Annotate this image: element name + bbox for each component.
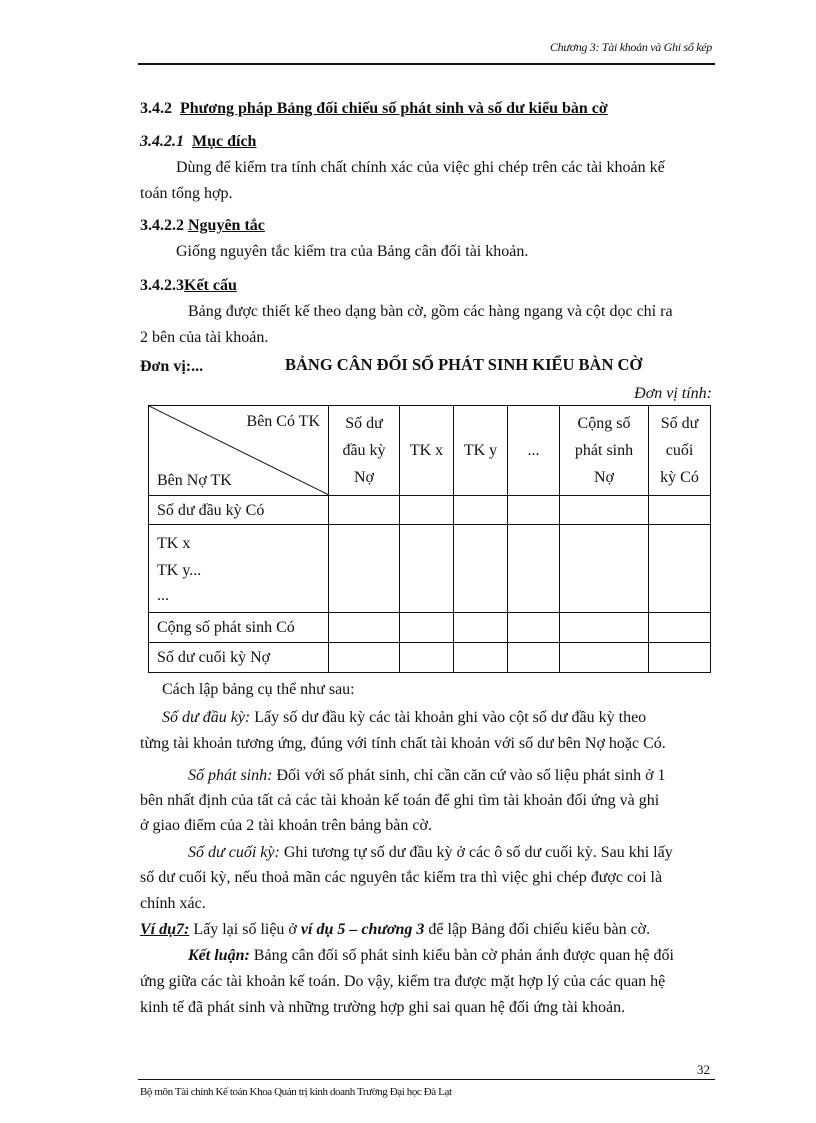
header-rule bbox=[138, 63, 715, 65]
conclusion-2: ứng giữa các tài khoản kế toán. Do vậy, kiểm tra được mặt hợp lý của các quan hệ bbox=[140, 973, 666, 990]
header-tk-y: TK y bbox=[454, 406, 508, 496]
structure-number: 3.4.2.3 bbox=[140, 277, 184, 294]
para-closing-3: chính xác. bbox=[140, 895, 206, 912]
row-closing-debit: Số dư cuối kỳ Nợ bbox=[149, 643, 329, 673]
para-closing-1: Số dư cuối kỳ: Ghi tương tự số dư đầu kỳ ở các ô số dư cuối kỳ. Sau khi lấy bbox=[188, 844, 673, 861]
purpose-title: Mục đích bbox=[192, 133, 257, 150]
footer-rule bbox=[138, 1079, 715, 1080]
intro-text: Cách lập bảng cụ thể như sau: bbox=[162, 681, 355, 698]
table-title: BẢNG CÂN ĐỐI SỐ PHÁT SINH KIỂU BÀN CỜ bbox=[285, 355, 643, 374]
header-total-debit: Cộng số phát sinh Nợ bbox=[560, 406, 649, 496]
purpose-text-1: Dùng để kiểm tra tính chất chính xác của việc ghi chép trên các tài khoản kế bbox=[176, 159, 665, 176]
principle-heading bbox=[140, 216, 265, 236]
purpose-text-2: toán tổng hợp. bbox=[140, 185, 233, 202]
para-arising-2: bên nhất định của tất cả các tài khoản kế toán để ghi tìm tài khoản đối ứng và ghi bbox=[140, 792, 660, 809]
section-title: Phương pháp Bảng đối chiếu số phát sinh và số dư kiểu bàn cờ bbox=[180, 100, 608, 117]
page-number: 32 bbox=[697, 1062, 710, 1077]
structure-text-1: Bảng được thiết kế theo dạng bàn cờ, gồm các hàng ngang và cột dọc chỉ ra bbox=[188, 303, 673, 320]
purpose-number: 3.4.2.1 bbox=[140, 133, 184, 150]
table-row bbox=[149, 613, 711, 643]
structure-text-2: 2 bên của tài khoản. bbox=[140, 329, 269, 346]
running-header: Chương 3: Tài khoản và Ghi sổ kép bbox=[549, 40, 712, 54]
diagonal-header-cell bbox=[149, 406, 329, 496]
para-arising-3: ở giao điểm của 2 tài khoản trên bảng bàn cờ. bbox=[140, 817, 432, 834]
header-tk-x: TK x bbox=[400, 406, 454, 496]
principle-text: Giống nguyên tắc kiểm tra của Bảng cân đối tài khoản. bbox=[176, 243, 529, 260]
structure-title: Kết cấu bbox=[184, 277, 237, 294]
diag-bottom-label: Bên Nợ TK bbox=[157, 472, 232, 489]
para-opening-1: Số dư đầu kỳ: Lấy số dư đầu kỳ các tài khoản ghi vào cột số dư đầu kỳ theo bbox=[162, 709, 647, 726]
conclusion-3: kinh tế đã phát sinh và những trường hợp ghi sai quan hệ đối ứng tài khoản. bbox=[140, 999, 626, 1016]
header-opening-debit: Số dư đầu kỳ Nợ bbox=[329, 406, 400, 496]
para-arising-1: Số phát sinh: Đối với số phát sinh, chỉ cần căn cứ vào số liệu phát sinh ở 1 bbox=[188, 767, 666, 784]
footer-text: Bộ môn Tài chính Kế toán Khoa Quản trị kinh doanh Trường Đại học Đà Lạt bbox=[140, 1086, 452, 1098]
table-row bbox=[149, 525, 711, 613]
diag-top-label: Bên Có TK bbox=[246, 413, 320, 430]
table-row bbox=[149, 643, 711, 673]
row-opening-credit: Số dư đầu kỳ Có bbox=[149, 496, 329, 525]
principle-title: Nguyên tắc bbox=[188, 217, 265, 234]
section-number: 3.4.2 bbox=[140, 100, 172, 117]
table-header-row bbox=[149, 406, 711, 496]
structure-heading bbox=[140, 276, 237, 296]
conclusion-1: Kết luận: Bảng cân đối số phát sinh kiểu bàn cờ phản ánh được quan hệ đối bbox=[188, 947, 674, 964]
purpose-heading bbox=[140, 132, 256, 152]
para-closing-2: số dư cuối kỳ, nếu thoả mãn các nguyên tắc kiểm tra thì việc ghi chép được coi là bbox=[140, 869, 663, 886]
principle-number: 3.4.2.2 bbox=[140, 217, 184, 234]
example-line: Ví dụ7: Lấy lại số liệu ở ví dụ 5 – chương 3 để lập Bảng đối chiếu kiểu bàn cờ. bbox=[140, 921, 651, 938]
row-total-credit: Cộng số phát sinh Có bbox=[149, 613, 329, 643]
para-opening-2: từng tài khoản tương ứng, đúng với tính chất tài khoản với số dư bên Nợ hoặc Có. bbox=[140, 735, 666, 752]
measure-unit: Đơn vị tính: bbox=[634, 385, 712, 402]
header-closing-credit: Số dư cuối kỳ Có bbox=[649, 406, 711, 496]
table-row bbox=[149, 496, 711, 525]
unit-label: Đơn vị:... bbox=[140, 358, 204, 375]
checkerboard-table bbox=[148, 405, 711, 673]
row-accounts: TK x TK y... ... bbox=[149, 525, 329, 613]
section-heading bbox=[140, 99, 608, 119]
header-ellipsis: ... bbox=[508, 406, 560, 496]
